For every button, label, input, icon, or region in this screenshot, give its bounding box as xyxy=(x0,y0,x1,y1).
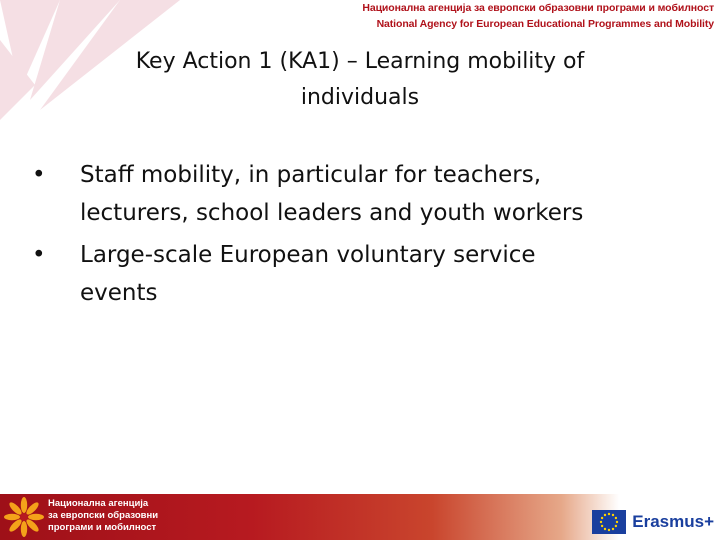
slide-title-line1: Key Action 1 (KA1) – Learning mobility of xyxy=(135,49,585,74)
footer-bar xyxy=(0,494,720,540)
bullet-item xyxy=(32,236,672,312)
bullet-marker: • xyxy=(32,242,46,268)
erasmus-label: Erasmus+ xyxy=(632,512,714,531)
bullet-text-line: events xyxy=(80,280,158,306)
eu-flag-icon xyxy=(592,510,626,534)
bullet-list xyxy=(32,156,672,316)
agency-name-en: National Agency for European Educational Programmes and Mobility xyxy=(376,18,714,30)
flower-logo-icon xyxy=(4,497,44,537)
erasmus-logo xyxy=(592,510,714,534)
footer-agency-line: програми и мобилност xyxy=(48,522,157,533)
footer-agency-line: за европски образовни xyxy=(48,510,159,521)
footer-agency-line: Национална агенција xyxy=(48,498,149,509)
bullet-marker: • xyxy=(32,162,46,188)
bullet-item xyxy=(32,156,672,232)
bullet-text-line: Large-scale European voluntary service xyxy=(80,242,536,268)
bullet-text-line: Staff mobility, in particular for teachers, xyxy=(80,162,541,188)
agency-header xyxy=(362,0,714,32)
slide-title xyxy=(60,44,660,116)
footer-agency-name xyxy=(48,498,158,534)
bullet-text-line: lecturers, school leaders and youth workers xyxy=(80,200,584,226)
agency-name-mk: Национална агенција за европски образовни програми и мобилност xyxy=(362,2,714,14)
slide-title-line2: individuals xyxy=(300,85,420,110)
